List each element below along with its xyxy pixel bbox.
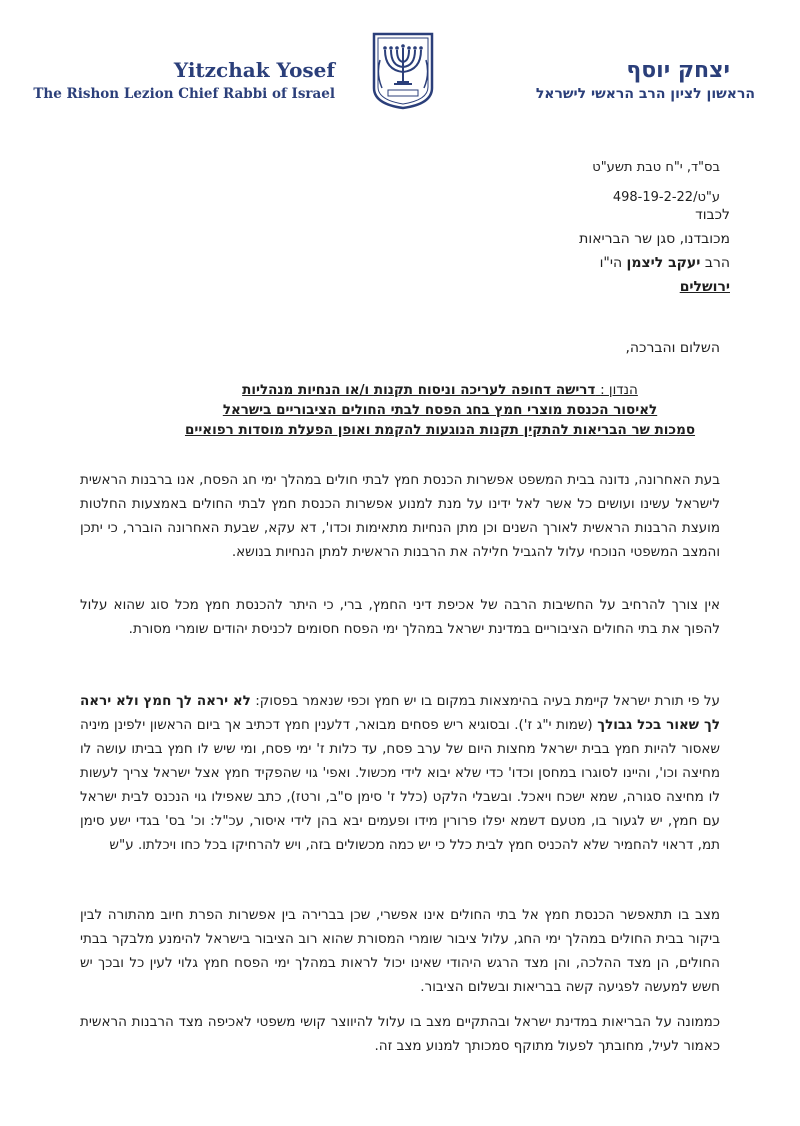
- addressee-city: ירושלים: [679, 279, 730, 295]
- p3-quote: לא יראה לך חמץ ולא יראה לך שאור בכל גבולך: [80, 693, 720, 733]
- greeting: השלום והברכה,: [625, 340, 720, 356]
- subject-line-3: סמכות שר הבריאות להתקין תקנות הנוגעות להקמת ואופן הפעלת מוסדות רפואיים: [184, 422, 696, 438]
- body-paragraph-3: [80, 689, 720, 857]
- body-paragraph-5: כממונה על הבריאות במדינת ישראל ובהתקיים מצב בו עלול להיווצר קושי משפטי לאכיפה מצד הרבנות הראשית כאמור לעיל, מחובתך לפעול מתוקף סמכותך למנוע מצב זה.: [80, 1014, 720, 1054]
- subject-line-2: לאיסור הכנסת מוצרי חמץ בחג הפסח לבתי החולים הציבוריים בישראל: [222, 402, 658, 418]
- english-title: The Rishon Lezion Chief Rabbi of Israel: [33, 86, 335, 102]
- letter-reference: 498-19-2-22/ע"ט: [612, 190, 720, 205]
- subject-label: הנדון :: [600, 382, 638, 398]
- p3-intro: על פי תורת ישראל קיימת בעיה בהימצאות במקום בו יש חמץ וכפי שנאמר בפסוק:: [255, 693, 720, 709]
- english-name: Yitzchak Yosef: [173, 58, 335, 82]
- hebrew-name: יצחק יוסף: [626, 58, 730, 83]
- subject-text-1: דרישה דחופה לעריכה וניסוח תקנות ו/או הנחיות מנהליות: [242, 382, 596, 398]
- addressee-to: לכבוד: [695, 207, 730, 223]
- addressee-position: מכובדנו, סגן שר הבריאות: [579, 231, 730, 247]
- addressee-block: [330, 203, 730, 299]
- hebrew-title: הראשון לציון הרב הראשי לישראל: [535, 86, 755, 102]
- subject-block: [150, 380, 730, 440]
- p3-rest: (שמות י"ג ז'). ובסוגיא ריש פסחים מבואר, דלענין חמץ דכתיב אך ביום הראשון ילפינן מיניה שאסור להיות חמץ בבית ישראל מחצות היום של ערב פסח, עד כלות ז' ימי פסח, ומי שיש לו חמץ בביתו עושה לו מחיצה וכו', והיינו לסוגרו במחסן וכדו' כדי שלא יבוא לידי מכשול. ואפי' גוי שהפקיד חמץ אצל ישראל צריך לעשות לו מחיצה סגורה, שמא ישכח ויאכל. ובשבלי הלקט (כלל ז' סימן ס"ב, ורטז), כתב שאפילו גוי הנכנס לבית ישראל עם חמץ, יש לגעור בו, מטעם דשמא יפלו פרורין מידו ופעמים יבא בהן לידי איסור, עכ"ל: וכ' בס' בגדי ישע סימן תמ, דראוי להחמיר שלא להכניס חמץ לבית כלל כי יש כמה מכשולים בזה, ויש להרחיקו בכל כחו ויכלתו. ע"ש: [80, 717, 720, 853]
- addressee-suffix: הי"ו: [599, 255, 623, 271]
- addressee-name: יעקב ליצמן: [626, 255, 701, 271]
- addressee-name-line: [330, 251, 730, 275]
- subject-line-1: [150, 380, 730, 400]
- body-paragraph-4: מצב בו תתאפשר הכנסת חמץ אל בתי החולים אינו אפשרי, שכן בברירה בין אפשרות הפרת חיוב מהתורה לבין ביקור בבית החולים במהלך ימי החג, עלול ציבור שומרי המסורת שהוא רוב הציבור בישראל להימנע מלבקר בבתי החולים, הן מצד ההלכה, והן מצד הרגש היהודי שאינו יכול לראות במהלך ימי הפסח חמץ גלוי לעין כל ובכך יש חשש למעשה לפגיעה קשה בבריאות ובשלום הציבור.: [80, 907, 720, 995]
- body-paragraph-1: בעת האחרונה, נדונה בבית המשפט אפשרות הכנסת חמץ לבתי חולים במהלך ימי חג הפסח, אנו ברבנות הראשית לישראל עשינו ועושים כל אשר לאל ידינו על מנת למנוע אפשרות הכנסת חמץ לבתי החולים באמצעות החלטות מועצת הרבנות הראשית לאורך השנים וכן מתן הנחיות מתאימות וכדו', דא עקא, שבעת האחרונה הוברר, כי יתכן והמצב המשפטי הנוכחי עלול להגביל חלילה את הרבנות הראשית למתן הנחיות בנושא.: [80, 472, 720, 560]
- menorah-emblem-icon: [370, 30, 436, 110]
- body-paragraph-2: אין צורך להרחיב על החשיבות הרבה של אכיפת דיני החמץ, ברי, כי היתר להכנסת חמץ מכל סוג שהוא עלול להפוך את בתי החולים הציבוריים במדינת ישראל במהלך ימי הפסח חסומים לכניסת יהודים שומרי מסורת.: [80, 597, 720, 637]
- letter-date: בס"ד, י"ח טבת תשע"ט: [592, 160, 720, 175]
- addressee-title-prefix: הרב: [704, 255, 730, 271]
